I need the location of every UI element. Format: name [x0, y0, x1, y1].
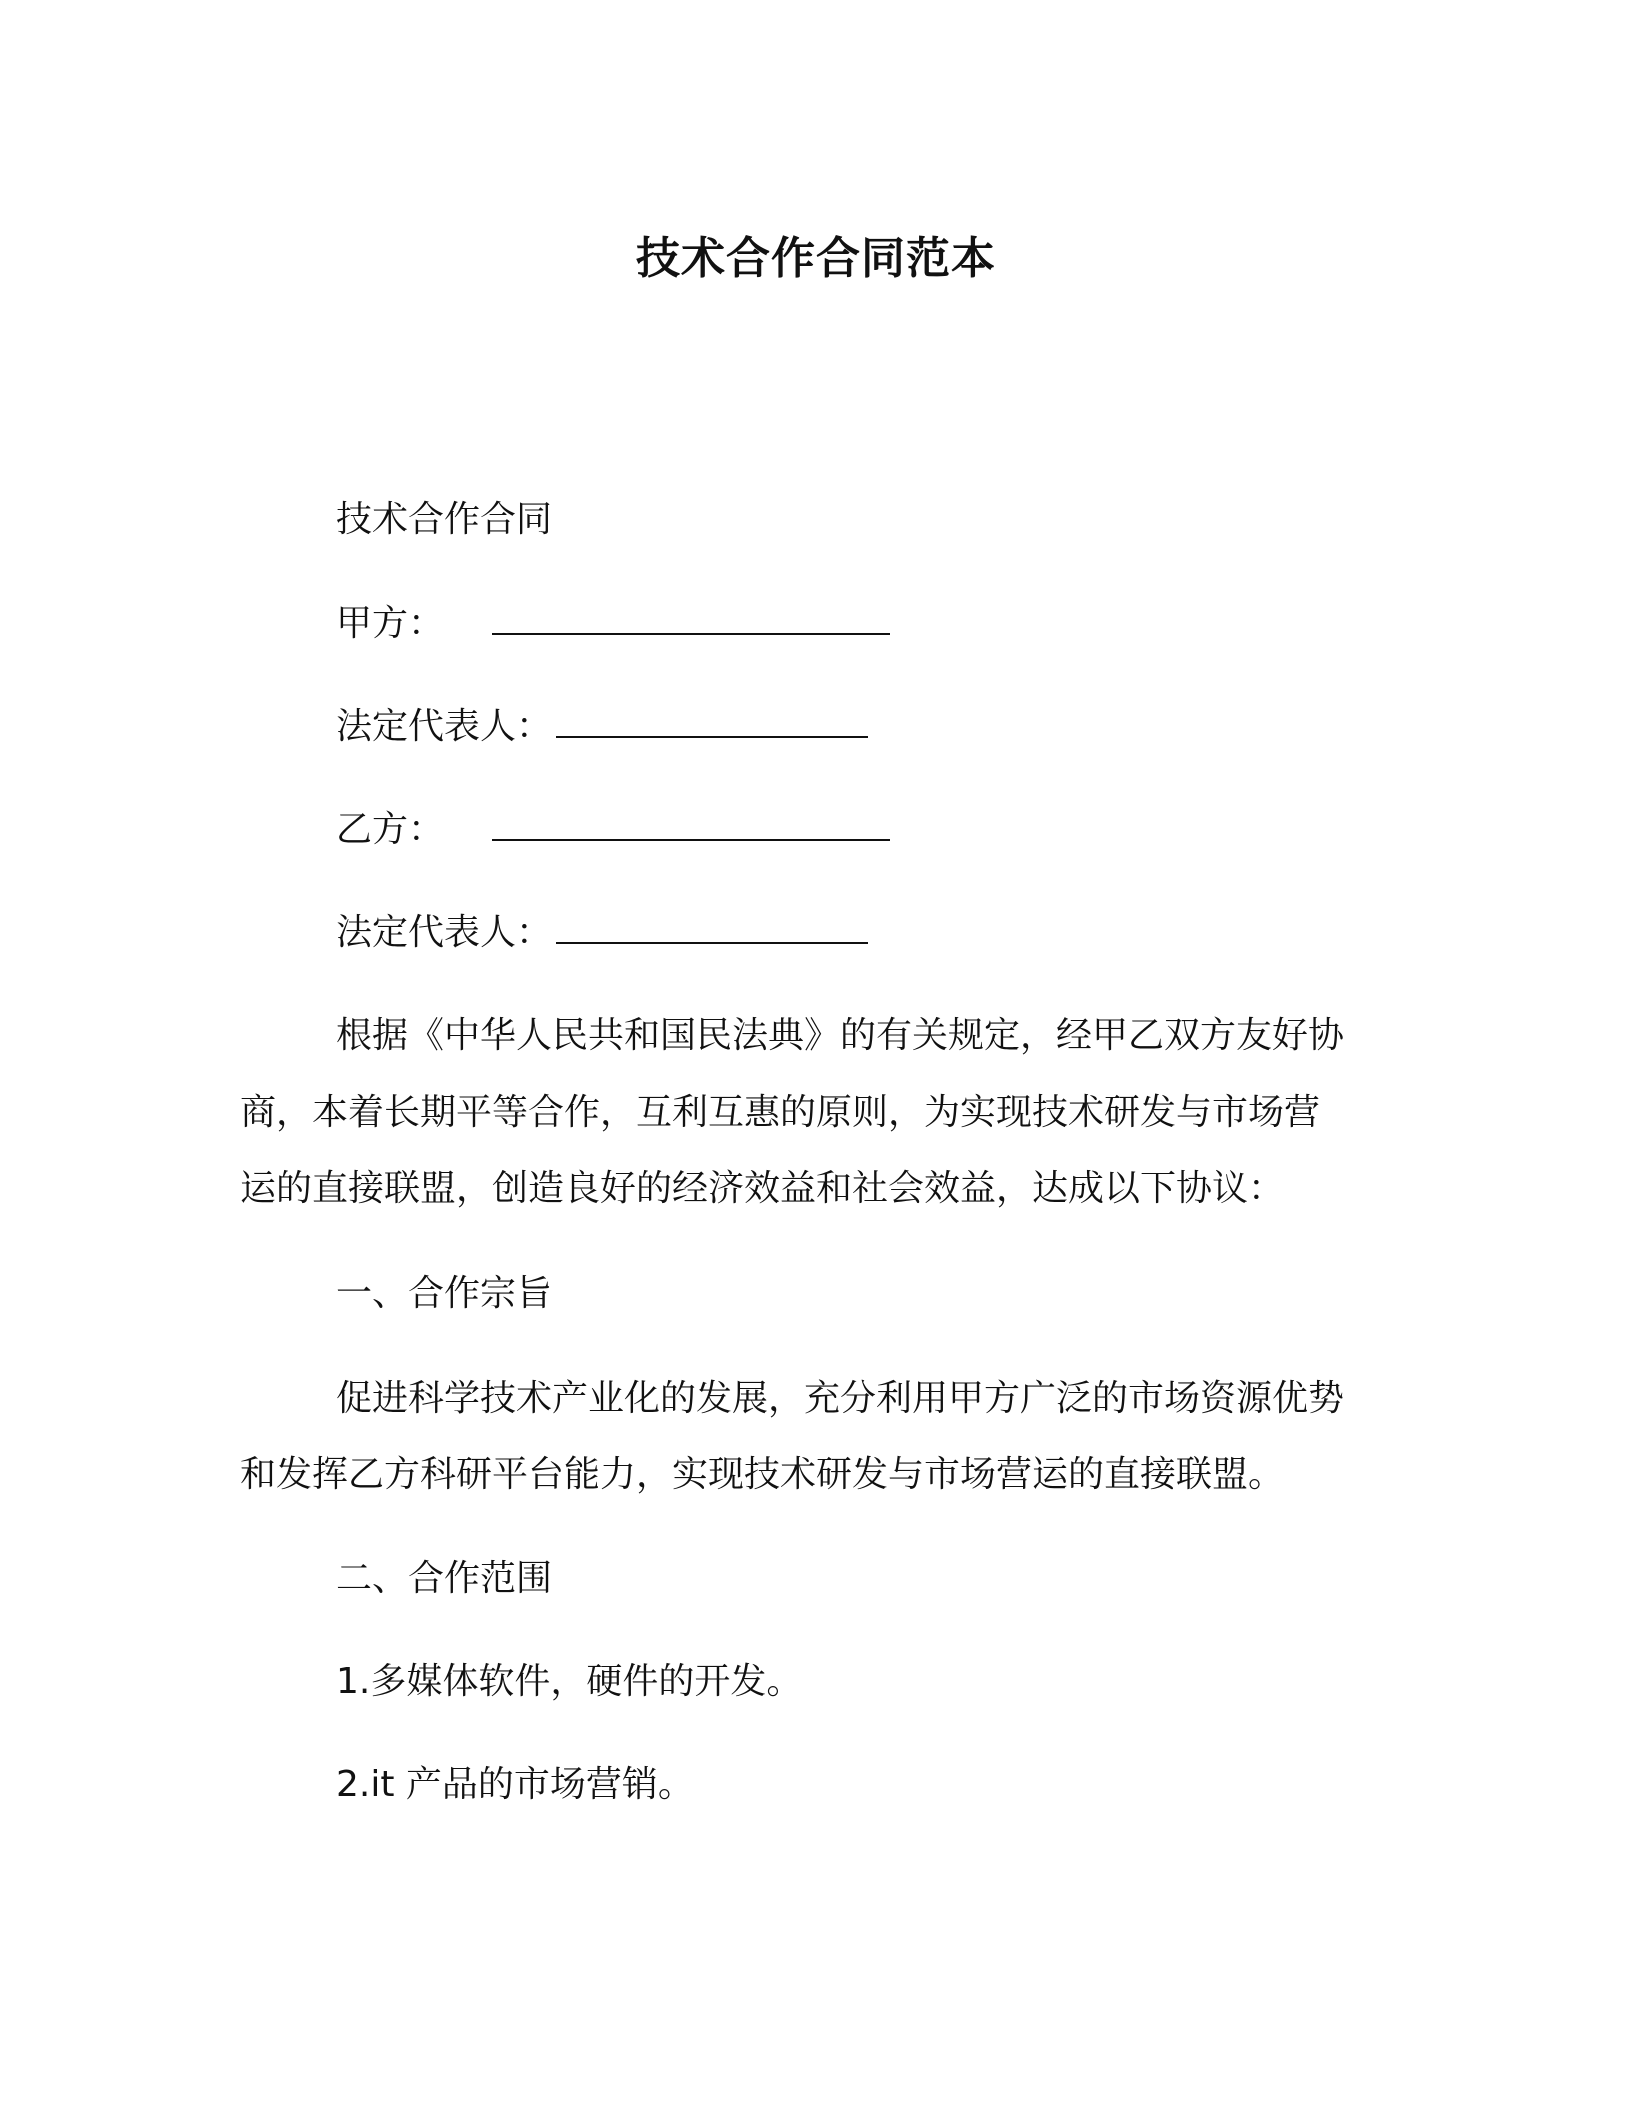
- party-b-line: [336, 808, 890, 852]
- section1-line-1: 促进科学技术产业化的发展，充分利用甲方广泛的市场资源优势: [336, 1378, 1345, 1419]
- preamble-line-1: 根据《中华人民共和国民法典》的有关规定，经甲乙双方友好协: [336, 1015, 1345, 1056]
- party-a-rep-blank: [556, 706, 868, 738]
- party-b-rep-blank: [556, 912, 868, 944]
- party-a-rep-line: [336, 705, 868, 749]
- contract-heading: 技术合作合同: [336, 499, 553, 540]
- preamble-line-3: 运的直接联盟，创造良好的经济效益和社会效益，达成以下协议：: [240, 1168, 1285, 1209]
- party-a-rep-label: 法定代表人：: [336, 706, 553, 747]
- section2-item-2: 2.it 产品的市场营销。: [336, 1764, 694, 1805]
- party-b-label: 乙方：: [336, 809, 445, 850]
- party-a-line: [336, 602, 890, 646]
- party-b-blank: [492, 809, 890, 841]
- party-b-rep-line: [336, 911, 868, 955]
- party-a-blank: [492, 603, 890, 635]
- party-a-label: 甲方：: [336, 603, 445, 644]
- document-title: 技术合作合同范本: [636, 233, 996, 284]
- preamble-line-2: 商，本着长期平等合作，互利互惠的原则，为实现技术研发与市场营: [240, 1092, 1321, 1133]
- section2-item-1: 1.多媒体软件，硬件的开发。: [336, 1661, 803, 1702]
- section1-heading: 一、合作宗旨: [336, 1273, 553, 1314]
- section2-heading: 二、合作范围: [336, 1558, 553, 1599]
- section1-line-2: 和发挥乙方科研平台能力，实现技术研发与市场营运的直接联盟。: [240, 1454, 1285, 1495]
- party-b-rep-label: 法定代表人：: [336, 912, 553, 953]
